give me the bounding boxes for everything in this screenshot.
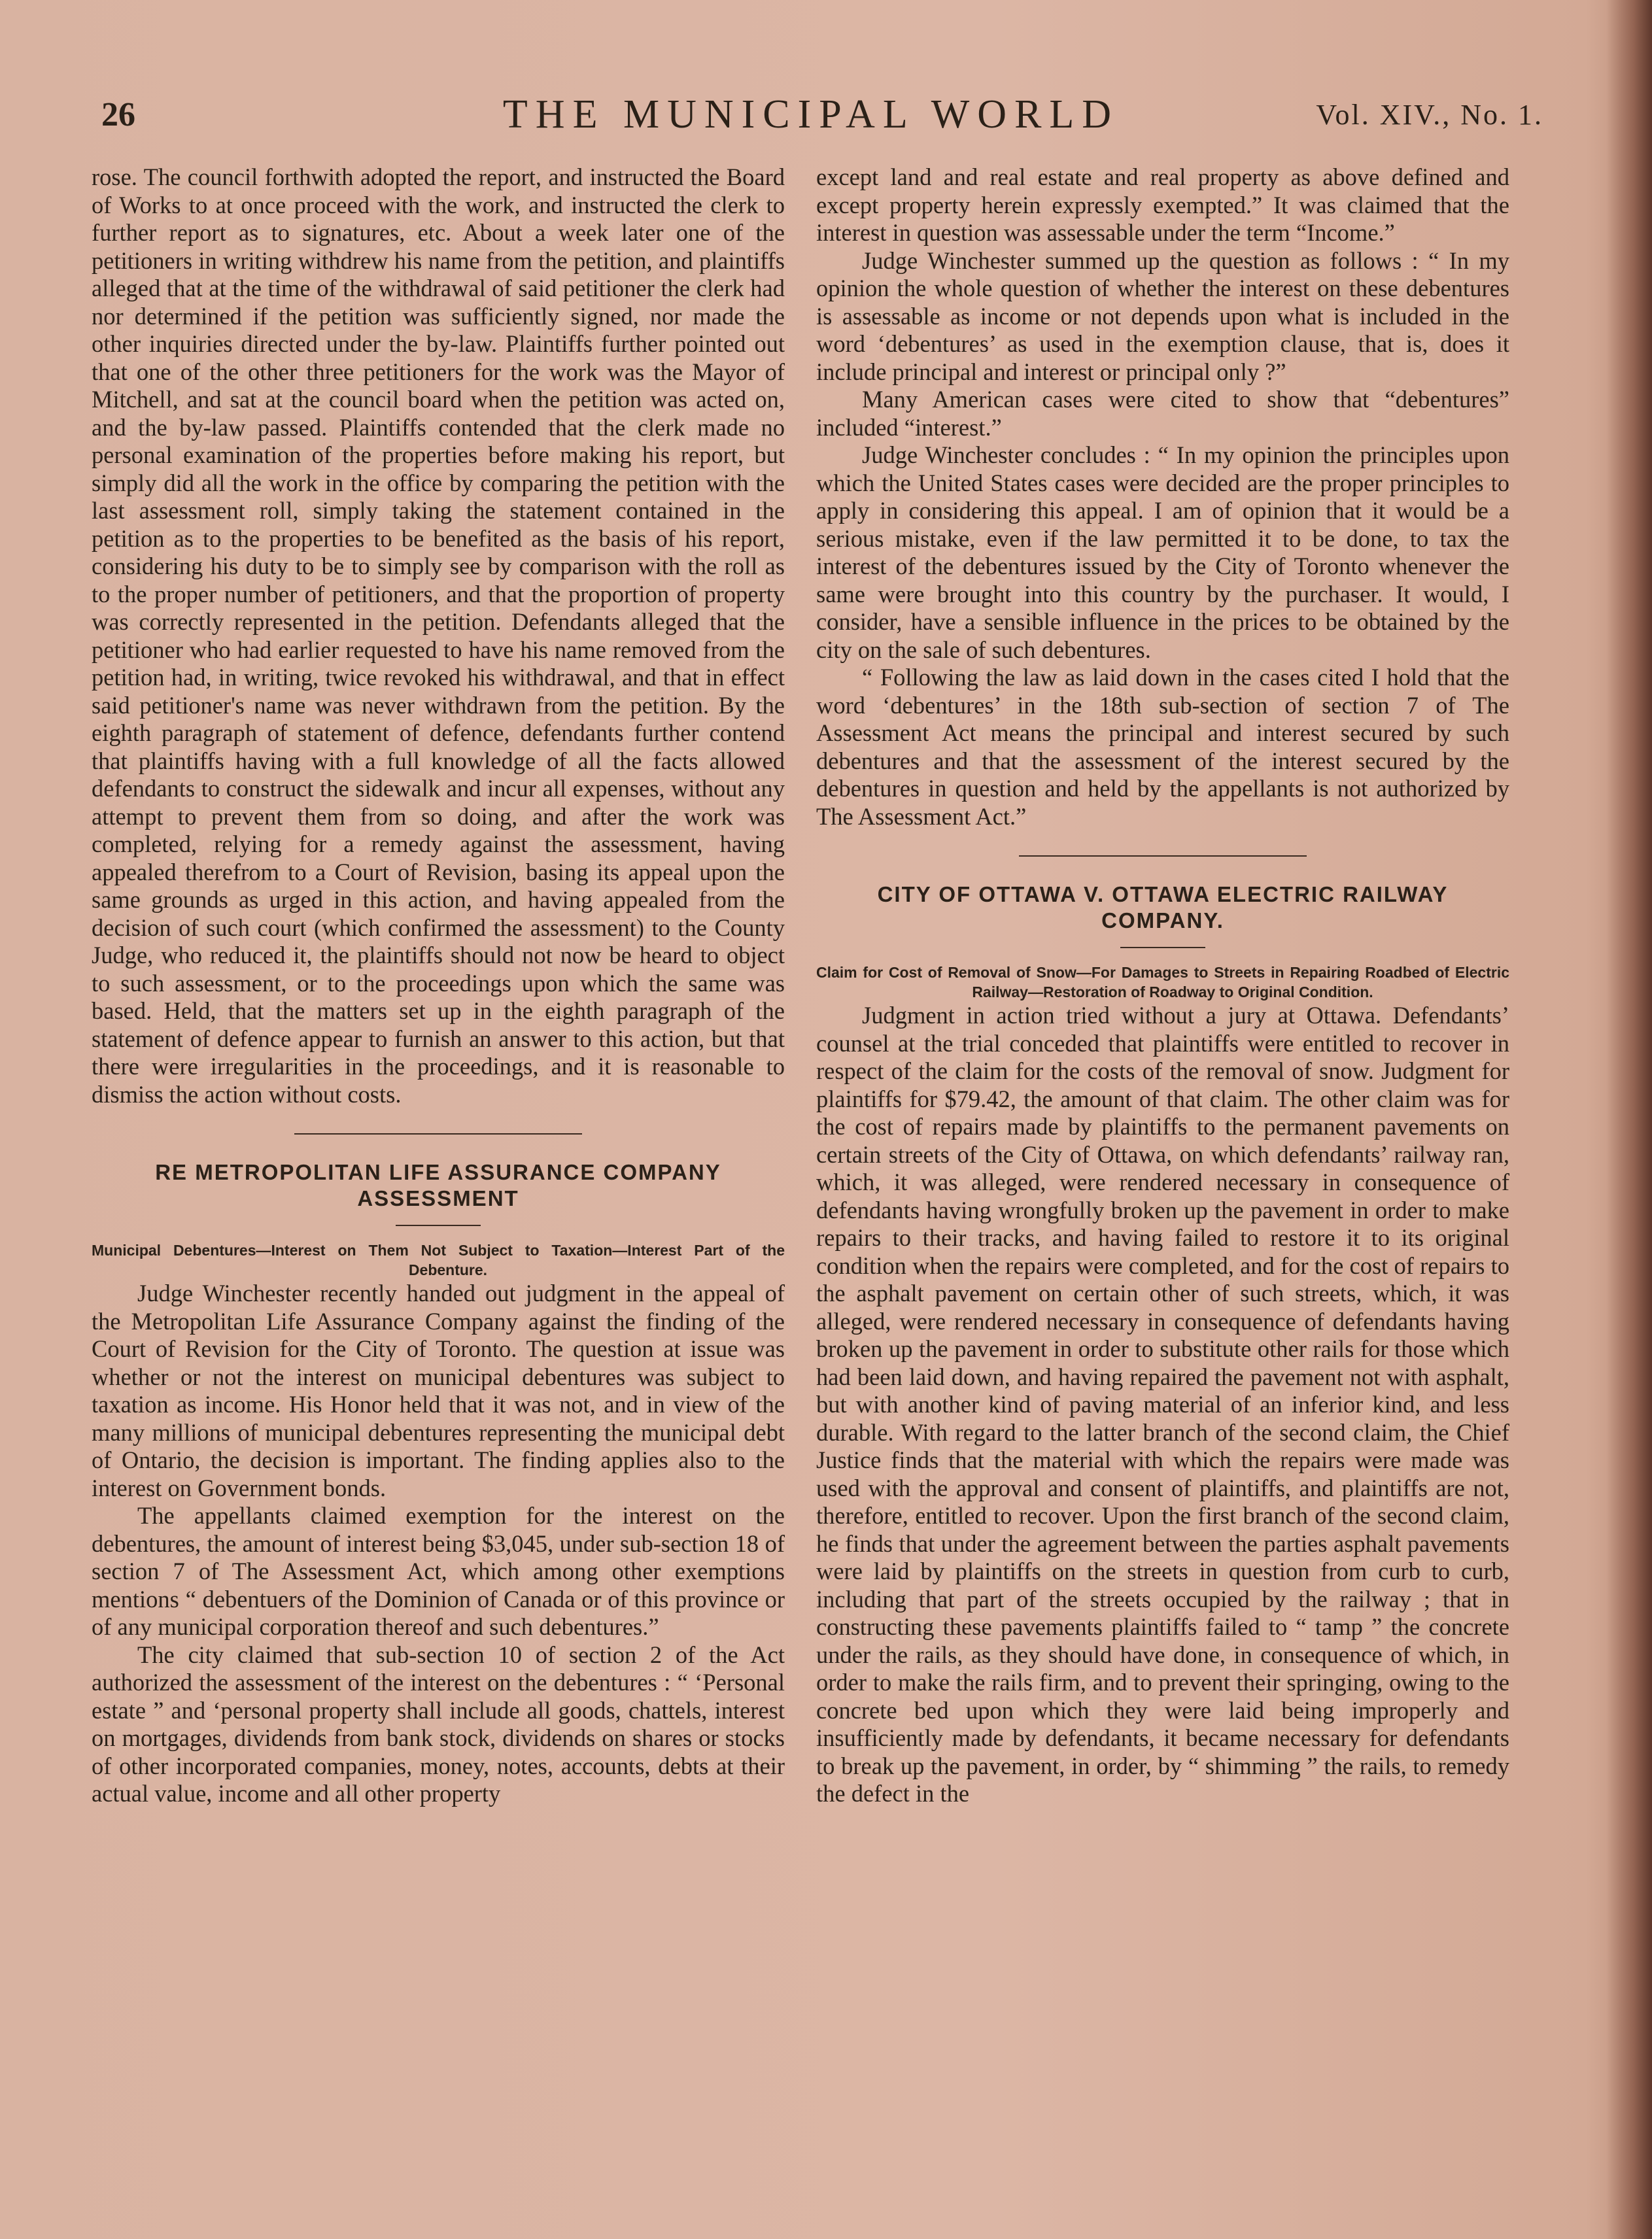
section-title: CITY OF OTTAWA V. OTTAWA ELECTRIC RAILWAY COMPANY.: [877, 882, 1449, 932]
continued-paragraph: except land and real estate and real property as above defined and except property herein expressly exempted.” It was claimed that the interest in question was assessable under the term “Income.”: [816, 163, 1509, 246]
page-edge: [1606, 0, 1652, 2239]
title-rule: [1120, 947, 1205, 948]
paragraph: Judge Winchester recently handed out judgment in the appeal of the Metropolitan Life Assurance Company against the finding of the Court of Revision for the City of Toronto. The question at issue was whether or not the interest on municipal debentures was subject to taxation as income. His Honor held that it was not, and in view of the many millions of municipal debentures representing the municipal debt of Ontario, the decision is important. The finding applies also to the interest on Government bonds.: [92, 1280, 785, 1501]
left-column: [92, 163, 785, 1808]
paragraph: The appellants claimed exemption for the interest on the debentures, the amount of interest being $3,045, under sub-section 18 of section 7 of The Assessment Act, which among other exemptions mentions “ debentuers of the Dominion of Canada or of this province or of any municipal corporation thereof and such debentures.”: [92, 1502, 785, 1640]
section-headnote: Claim for Cost of Removal of Snow—For Damages to Streets in Repairing Roadbed of Electric Railway—Restoration of Roadway to Original Condition.: [816, 964, 1509, 1000]
paragraph: The city claimed that sub-section 10 of section 2 of the Act authorized the assessment of the interest on the debentures : “ ‘Personal estate ” and ‘personal property shall include all goods, chattels, interest on mortgages, dividends from bank stock, dividends on shares or stocks of other incorporated companies, money, notes, accounts, debts at their actual value, income and all other property: [92, 1641, 785, 1807]
section-headnote: Municipal Debentures—Interest on Them Not Subject to Taxation—Interest Part of the Debenture.: [92, 1242, 785, 1278]
right-column: [816, 163, 1509, 1808]
paragraph: Judge Winchester summed up the question as follows : “ In my opinion the whole question of whether the interest on these debentures is assessable as income or not depends upon what is included in the word ‘debentures’ as used in the exemption clause, that is, does it include principal and interest or principal only ?”: [816, 247, 1509, 385]
page-number: 26: [101, 96, 135, 133]
paragraph: Many American cases were cited to show that “debentures” included “interest.”: [816, 386, 1509, 441]
volume-label: Vol. XIV., No. 1.: [1316, 99, 1543, 131]
paragraph: Judgment in action tried without a jury at Ottawa. Defendants’ counsel at the trial conceded that plaintiffs were entitled to recover in respect of the claim for the costs of the removal of snow. Judgment for plaintiffs for $79.42, the amount of that claim. The other claim was for the cost of repairs made by plaintiffs to the permanent pavements on certain streets of the City of Ottawa, on which defendants’ railway ran, which, it was alleged, were rendered necessary in consequence of defendants having wrongfully broken up the pavement in order to make repairs to their tracks, and having failed to restore it to its original condition when the repairs were completed, and for the cost of repairs to the asphalt pavement on certain other of such streets, which, it was alleged, were rendered necessary in consequence of defendants having broken up the pavement in order to substitute other rails for those which had been laid down, and having repaired the pavement not with asphalt, but with another kind of paving material of an inferior kind, and less durable. With regard to the latter branch of the second claim, the Chief Justice finds that the material with which the repairs were made was used with the approval and consent of plaintiffs, and plaintiffs are not, therefore, entitled to recover. Upon the first branch of the second claim, he finds that under the agreement between the parties asphalt pavements were laid by plaintiffs on the streets in question from curb to curb, including that part of the streets occupied by the railway ; that in constructing these pavements plaintiffs failed to “ tamp ” the concrete under the rails, as they should have done, in consequence of which, in order to make the rails firm, and to prevent their springing, owing to the concrete bed upon which they were laid being improperly and insufficiently made by defendants, it became necessary for defendants to break up the pavement, in order, by “ shimming ” the rails, to remedy the defect in the: [816, 1002, 1509, 1807]
journal-title: THE MUNICIPAL WORLD: [502, 92, 1120, 137]
paragraph: “ Following the law as laid down in the cases cited I hold that the word ‘debentures’ in the 18th sub-section of section 7 of The Assessment Act means the principal and interest secured by such debentures and that the assessment of the interest secured by the debentures in question and held by the appellants is not authorized by The Assessment Act.”: [816, 664, 1509, 830]
paragraph: Judge Winchester concludes : “ In my opinion the principles upon which the United States cases were decided are the proper principles to apply in considering this appeal. I am of opinion that it would be a serious mistake, even if the law permitted it to be done, to tax the interest of the debentures issued by the City of Toronto whenever the same were brought into this country by the purchaser. It would, I consider, have a sensible influence in the prices to be obtained by the city on the sale of such debentures.: [816, 441, 1509, 663]
section-divider: [1019, 855, 1307, 857]
section-title: RE METROPOLITAN LIFE ASSURANCE COMPANY ASSESSMENT: [155, 1160, 721, 1210]
continued-paragraph: rose. The council forthwith adopted the report, and instructed the Board of Works to at once proceed with the work, and instructed the clerk to further report as to signatures, etc. About a week later one of the petitioners in writing withdrew his name from the petition, and plaintiffs alleged that at the time of the withdrawal of said petitioner the clerk had nor determined if the petition was sufficiently signed, nor made the other inquiries directed under the by-law. Plaintiffs further pointed out that one of the other three petitioners for the work was the Mayor of Mitchell, and sat at the council board when the petition was acted on, and the by-law passed. Plaintiffs contended that the clerk made no personal examination of the properties before making his report, but simply did all the work in the office by comparing the petition with the last assessment roll, simply taking the statement contained in the petition as to the properties to be benefited as the basis of his report, considering his duty to be to simply see by comparison with the roll as to the proper number of petitioners, and that the proportion of property was correctly represented in the petition. Defendants alleged that the petitioner who had earlier requested to have his name removed from the petition had, in writing, twice revoked his withdrawal, and that in effect said petitioner's name was never withdrawn from the petition. By the eighth paragraph of statement of defence, defendants further contend that plaintiffs having with a full knowledge of all the facts allowed defendants to construct the sidewalk and incur all expenses, without any attempt to prevent them from so doing, and after the work was completed, relying for a remedy against the assessment, having appealed therefrom to a Court of Revision, basing its appeal upon the same grounds as urged in this action, and having appealed from the decision of such court (which confirmed the assessment) to the County Judge, who reduced it, the plaintiffs should not now be heard to object to such assessment, or to the proceedings upon which the same was based. Held, that the matters set up in the eighth paragraph of the statement of defence appear to furnish an answer to this action, but that there were irregularities in the proceedings, and it is reasonable to dismiss the action without costs.: [92, 163, 785, 1108]
section-divider: [294, 1133, 582, 1135]
title-rule: [396, 1225, 481, 1226]
page-header: [92, 92, 1543, 144]
